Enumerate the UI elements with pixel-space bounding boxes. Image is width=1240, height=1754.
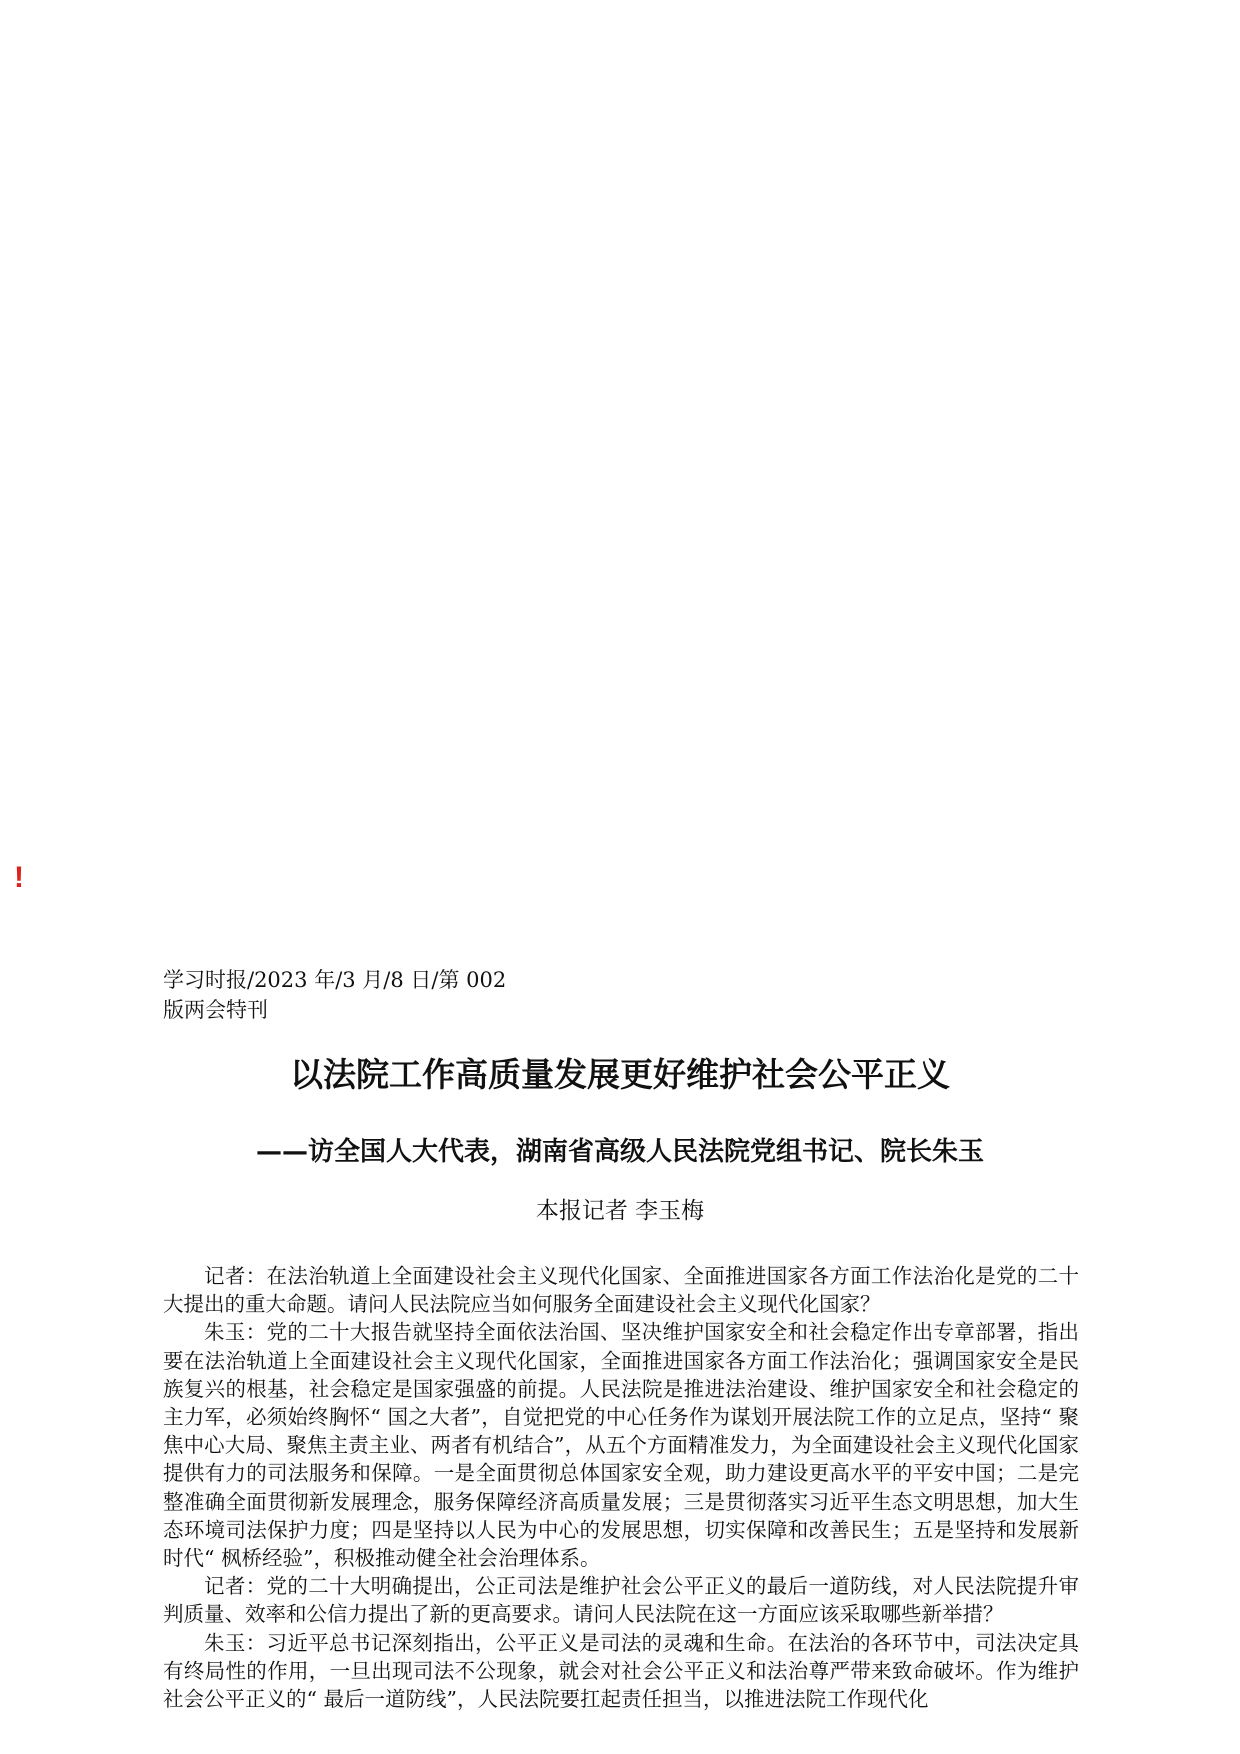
byline: 本报记者 李玉梅 [535,1198,705,1224]
paragraph: 记者：在法治轨道上全面建设社会主义现代化国家、全面推进国家各方面工作法治化是党的二十大提出的重大命题。请问人民法院应当如何服务全面建设社会主义现代化国家？ [163,1264,1079,1317]
source-info [163,965,583,1025]
paragraph: 朱玉：习近平总书记深刻指出，公平正义是司法的灵魂和生命。在法治的各环节中，司法决定具有终局性的作用，一旦出现司法不公现象，就会对社会公平正义和法治尊严带来致命破坏。作为维护社会公平正义的“ 最后一道防线”，人民法院要扛起责任担当，以推进法院工作现代化 [163,1630,1079,1712]
article-body [163,1262,1079,1713]
article-title: 以法院工作高质量发展更好维护社会公平正义 [290,1055,950,1094]
paragraph: 朱玉：党的二十大报告就坚持全面依法治国、坚决维护国家安全和社会稳定作出专章部署，指出要在法治轨道上全面建设社会主义现代化国家，全面推进国家各方面工作法治化；强调国家安全是民族复兴的根基，社会稳定是国家强盛的前提。人民法院是推进法治建设、维护国家安全和社会稳定的主力军，必须始终胸怀“ 国之大者”，自觉把党的中心任务作为谋划开展法院工作的立足点，坚持“ 聚焦中心大局、聚焦主责主业、两者有机结合”，从五个方面精准发力，为全面建设社会主义现代化国家提供有力的司法服务和保障。一是全面贯彻总体国家安全观，助力建设更高水平的平安中国；二是完整准确全面贯彻新发展理念，服务保障经济高质量发展；三是贯彻落实习近平生态文明思想，加大生态环境司法保护力度；四是坚持以人民为中心的发展思想，切实保障和改善民生；五是坚持和发展新时代“ 枫桥经验”，积极推动健全社会治理体系。 [163,1320,1079,1571]
source-line: 版两会特刊 [163,998,268,1022]
alert-marker: ! [14,861,24,894]
article-subtitle: ——访全国人大代表，湖南省高级人民法院党组书记、院长朱玉 [255,1137,984,1167]
source-line: 学习时报/2023 年/3 月/8 日/第 002 [163,968,507,992]
paragraph: 记者：党的二十大明确提出，公正司法是维护社会公平正义的最后一道防线，对人民法院提升审判质量、效率和公信力提出了新的更高要求。请问人民法院在这一方面应该采取哪些新举措？ [163,1574,1079,1627]
